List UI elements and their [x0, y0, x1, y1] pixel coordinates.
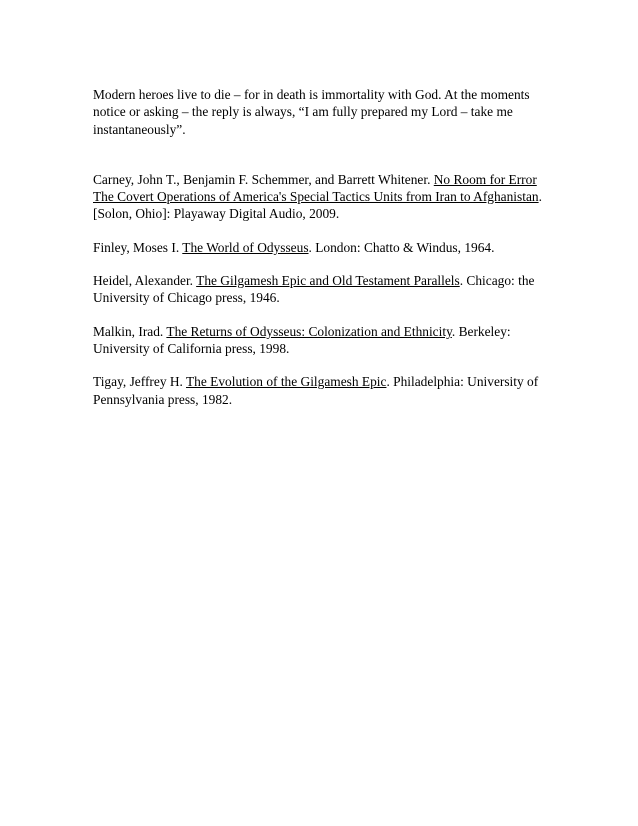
- entry-authors: Heidel, Alexander.: [93, 273, 197, 289]
- bibliography-entry: [93, 272, 553, 307]
- bibliography-entry: [93, 373, 553, 408]
- entry-authors: Tigay, Jeffrey H.: [93, 374, 186, 390]
- entry-title: No Room for Error The Covert Operations of America's Special Tactics Units from Iran to Afghanistan: [93, 171, 539, 205]
- entry-authors: Finley, Moses I.: [93, 239, 183, 255]
- entry-authors: Malkin, Irad.: [93, 323, 167, 339]
- entry-publication: . Berkeley: University of California press, 1998.: [93, 323, 511, 356]
- entry-title: The Evolution of the Gilgamesh Epic: [186, 374, 387, 390]
- intro-paragraph: Modern heroes live to die – for in death is immortality with God. At the moments notice or asking – the reply is always, “I am fully prepared my Lord – take me instantaneously”.: [93, 87, 530, 137]
- entry-publication: . Chicago: the University of Chicago press, 1946.: [93, 273, 535, 306]
- bibliography-entry: [93, 323, 553, 358]
- bibliography-entry: [93, 171, 553, 223]
- entry-title: The Gilgamesh Epic and Old Testament Parallels: [196, 273, 460, 289]
- bibliography-list: [93, 171, 553, 408]
- entry-publication: . [Solon, Ohio]: Playaway Digital Audio, 2009.: [93, 189, 542, 222]
- entry-title: The Returns of Odysseus: Colonization and Ethnicity: [166, 323, 452, 339]
- bibliography-entry: [93, 239, 553, 256]
- entry-publication: . London: Chatto & Windus, 1964.: [308, 239, 495, 255]
- document-page: [93, 86, 553, 424]
- entry-publication: . Philadelphia: University of Pennsylvania press, 1982.: [93, 374, 539, 407]
- entry-title: The World of Odysseus: [182, 239, 309, 255]
- entry-authors: Carney, John T., Benjamin F. Schemmer, and Barrett Whitener.: [93, 171, 434, 187]
